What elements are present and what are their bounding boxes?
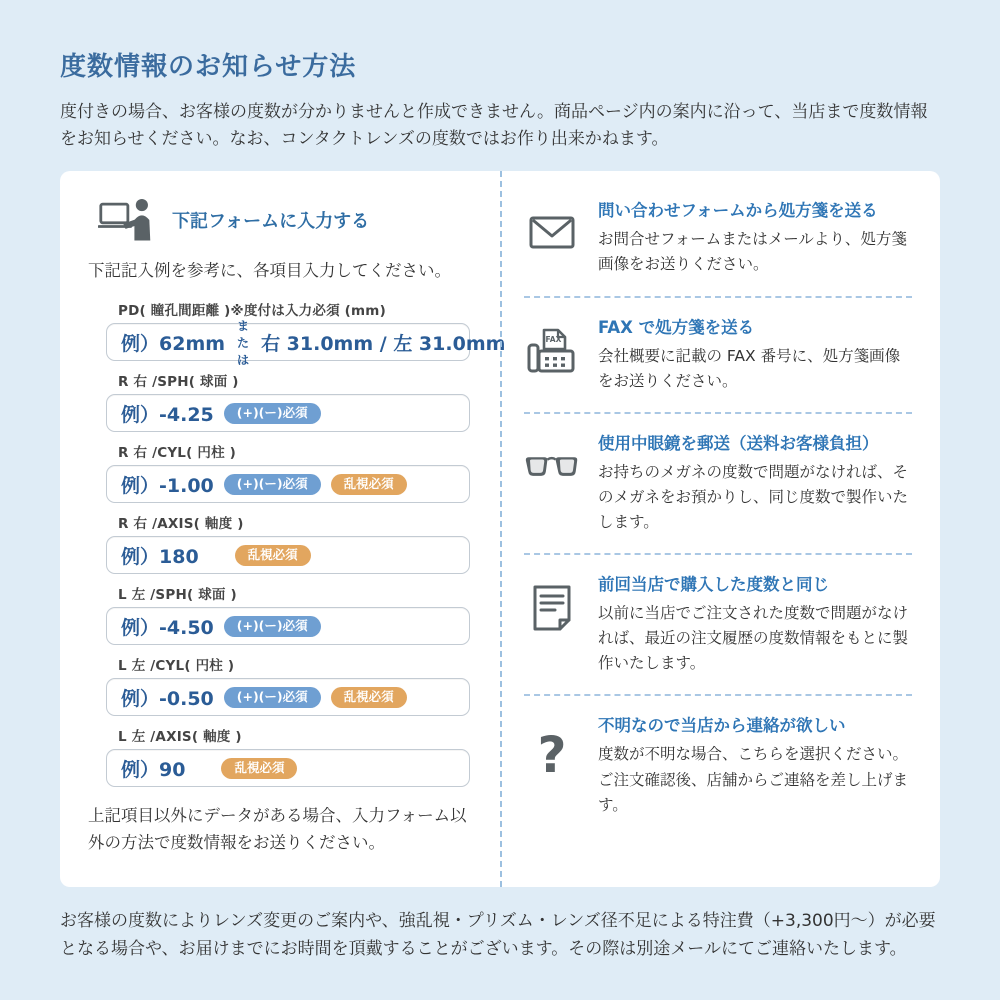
method-title: 使用中眼鏡を郵送（送料お客様負担）	[598, 433, 879, 453]
badge-astigmatism-required: 乱視必須	[331, 687, 407, 708]
person-at-computer-icon	[98, 197, 154, 243]
example-text: 例）-4.50	[121, 616, 214, 639]
document-icon	[524, 571, 580, 676]
example-text-alt: 右 31.0mm / 左 31.0mm	[261, 332, 506, 355]
field-group-r-cyl	[106, 441, 470, 503]
field-group-r-axis	[106, 512, 470, 574]
glasses-icon	[524, 430, 580, 535]
method-title: FAX で処方箋を送る	[598, 317, 755, 337]
prescription-methods-card	[60, 171, 940, 887]
example-or-text: または	[237, 318, 250, 367]
question-icon: ?	[537, 726, 567, 785]
method-text: お問合せフォームまたはメールより、処方箋画像をお送りください。	[598, 230, 907, 274]
field-group-r-sph	[106, 370, 470, 432]
example-box	[106, 749, 470, 787]
svg-text:FAX: FAX	[545, 334, 562, 344]
method-fax	[524, 298, 912, 414]
example-text: 例）-0.50	[121, 687, 214, 710]
field-label: R 右 /SPH( 球面 )	[118, 374, 239, 391]
page-title: 度数情報のお知らせ方法	[60, 52, 357, 82]
example-box-pd	[106, 318, 506, 367]
badge-astigmatism-required: 乱視必須	[331, 474, 407, 495]
example-text: 例）-4.25	[121, 403, 214, 426]
example-box	[106, 678, 470, 716]
method-body	[598, 314, 912, 394]
field-label: L 左 /AXIS( 軸度 )	[118, 729, 242, 746]
method-body	[598, 197, 912, 277]
form-note: 上記項目以外にデータがある場合、入力フォーム以外の方法で度数情報をお送りください。	[88, 806, 467, 852]
badge-plus-minus-required: (+)(ー)必須	[224, 616, 321, 637]
form-instruction: 下記記入例を参考に、各項目入力してください。	[88, 261, 451, 281]
field-label: L 左 /CYL( 円柱 )	[118, 658, 235, 675]
field-label: PD( 瞳孔間距離 )※度付は入力必須 (mm)	[118, 303, 386, 320]
badge-astigmatism-required: 乱視必須	[221, 758, 297, 779]
field-label: R 右 /AXIS( 軸度 )	[118, 516, 244, 533]
method-text: 度数が不明な場合、こちらを選択ください。ご注文確認後、店舗からご連絡を差し上げます。	[598, 745, 909, 814]
example-box	[106, 394, 470, 432]
example-box	[106, 607, 470, 645]
field-group-l-cyl	[106, 654, 470, 716]
badge-astigmatism-required: 乱視必須	[235, 545, 311, 566]
field-group-l-sph	[106, 583, 470, 645]
example-box	[106, 465, 470, 503]
field-label: L 左 /SPH( 球面 )	[118, 587, 237, 604]
method-text: お持ちのメガネの度数で問題がなければ、そのメガネをお預かりし、同じ度数で製作いたします。	[598, 462, 909, 532]
badge-plus-minus-required: (+)(ー)必須	[224, 474, 321, 495]
form-header	[98, 197, 470, 243]
example-text: 例）62mm	[121, 332, 226, 355]
methods-column	[500, 171, 940, 887]
method-text: 以前に当店でご注文された度数で問題がなければ、最近の注文履歴の度数情報をもとに製作いたします。	[598, 604, 909, 673]
badge-plus-minus-required: (+)(ー)必須	[224, 687, 321, 708]
field-group-l-axis	[106, 725, 470, 787]
envelope-icon	[524, 197, 580, 277]
method-text: 会社概要に記載の FAX 番号に、処方箋画像をお送りください。	[598, 346, 901, 390]
badge-plus-minus-required: (+)(ー)必須	[224, 403, 321, 424]
intro-text: 度付きの場合、お客様の度数が分かりませんと作成できません。商品ページ内の案内に沿って、当店まで度数情報をお知らせください。なお、コンタクトレンズの度数ではお作り出来かねます。	[60, 102, 928, 150]
method-body	[598, 430, 912, 535]
method-contact-form	[524, 181, 912, 297]
method-title: 前回当店で購入した度数と同じ	[598, 575, 829, 595]
method-mail-glasses	[524, 414, 912, 555]
footer-note: お客様の度数によりレンズ変更のご案内や、強乱視・プリズム・レンズ径不足による特注費（+3,300円〜）が必要となる場合や、お届けまでにお時間を頂戴することがございます。その際は別途メールにてご連絡いたします。	[60, 911, 936, 960]
method-body	[598, 571, 912, 676]
form-column	[60, 171, 506, 887]
field-label: R 右 /CYL( 円柱 )	[118, 445, 237, 462]
field-group-pd	[106, 299, 506, 367]
method-title: 不明なので当店から連絡が欲しい	[598, 716, 846, 736]
method-contact-me	[524, 696, 912, 835]
method-title: 問い合わせフォームから処方箋を送る	[598, 201, 878, 221]
form-title: 下記フォームに入力する	[172, 211, 370, 233]
fax-icon	[524, 314, 580, 394]
example-text: 例）90	[121, 758, 186, 781]
method-previous-order	[524, 555, 912, 696]
example-box	[106, 536, 470, 574]
example-text: 例）-1.00	[121, 474, 214, 497]
example-text: 例）180	[121, 545, 199, 568]
method-body	[598, 712, 912, 817]
